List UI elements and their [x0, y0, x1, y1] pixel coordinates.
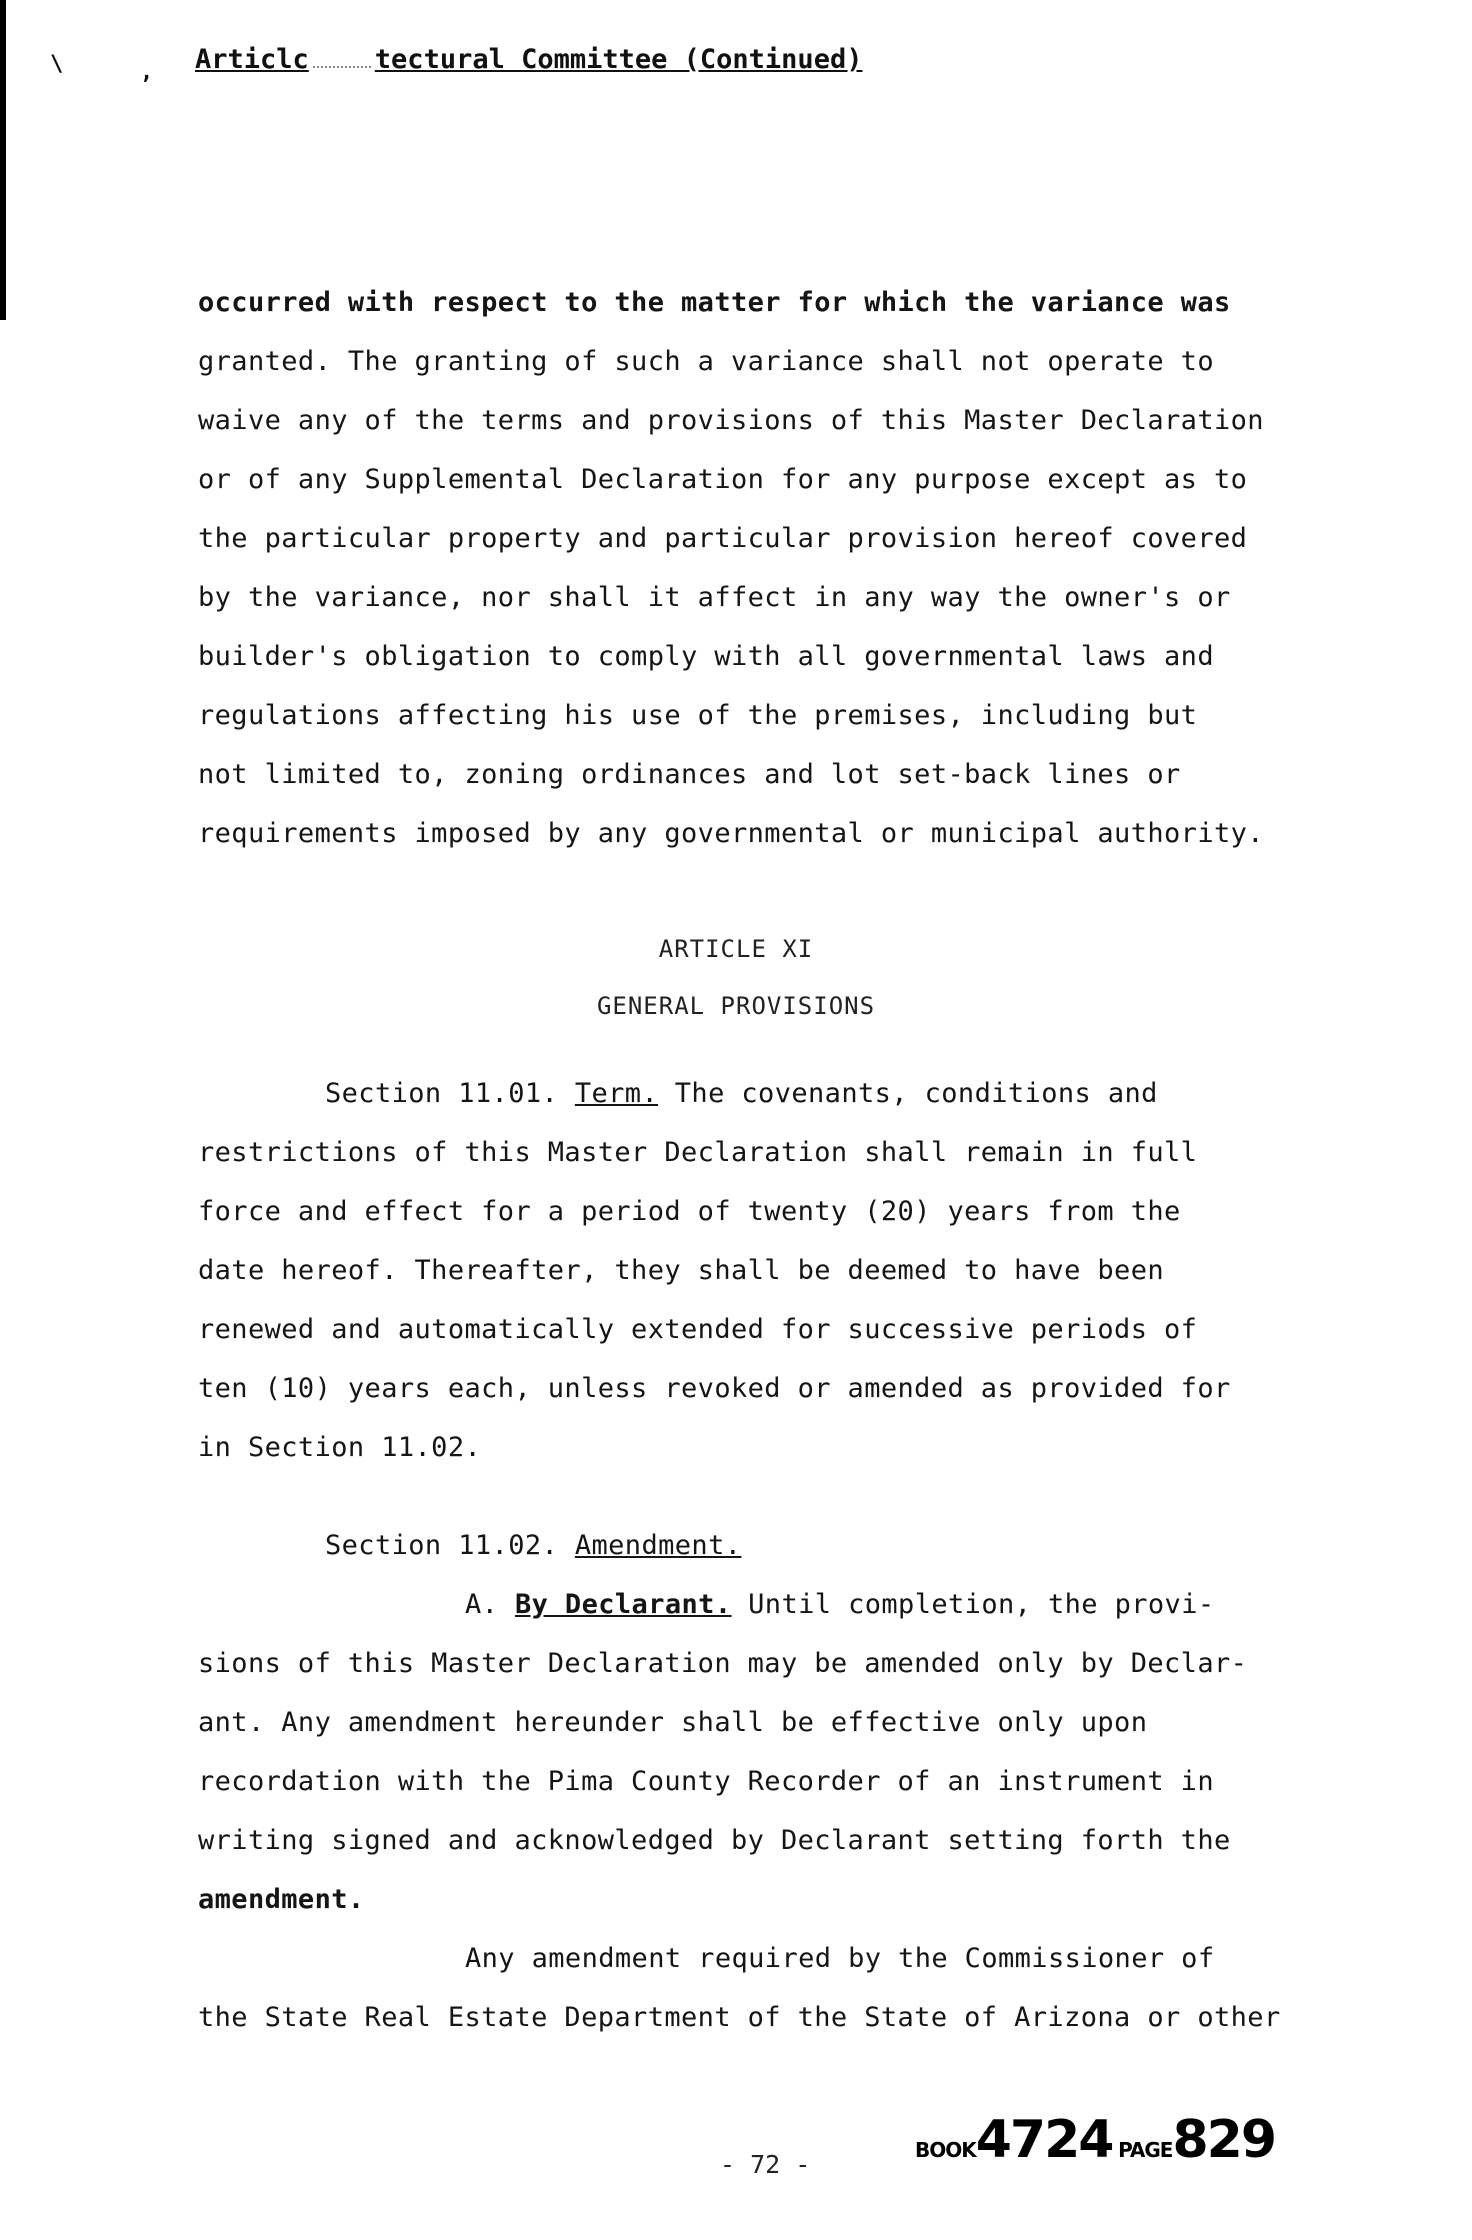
text-line: ant. Any amendment hereunder shall be effective only upon — [198, 1707, 1148, 1738]
text-line: the State Real Estate Department of the State of Arizona or other — [198, 2002, 1281, 2033]
page-value: 829 — [1172, 2110, 1275, 2170]
text-line: sions of this Master Declaration may be amended only by Declar- — [198, 1648, 1248, 1679]
text-line: granted. The granting of such a variance shall not operate to — [198, 346, 1214, 377]
subsection-text: Until completion, the provi- — [748, 1589, 1215, 1620]
text-line: force and effect for a period of twenty (20) years from the — [198, 1196, 1181, 1227]
text-line: writing signed and acknowledged by Declarant setting forth the — [198, 1825, 1231, 1856]
article-number: ARTICLE XI — [658, 935, 814, 963]
text-line: renewed and automatically extended for successive periods of — [198, 1314, 1198, 1345]
section-label: Section 11.02. — [325, 1530, 559, 1561]
text-line: requirements imposed by any governmental or municipal authority. — [198, 818, 1264, 849]
text-line: occurred with respect to the matter for which the variance was — [198, 287, 1231, 318]
text-line: restrictions of this Master Declaration shall remain in full — [198, 1137, 1198, 1168]
running-header — [195, 44, 862, 75]
scan-edge — [0, 0, 6, 320]
book-page-stamp — [915, 2110, 1275, 2170]
subsection-first-line — [465, 1589, 1215, 1620]
text-line: amendment. — [198, 1884, 365, 1915]
article-title: GENERAL PROVISIONS — [596, 992, 876, 1020]
section-label: Section 11.01. — [325, 1078, 559, 1109]
text-line: in Section 11.02. — [198, 1432, 482, 1463]
page-label: PAGE — [1118, 2138, 1173, 2162]
scan-mark: \ — [50, 52, 64, 77]
text-line: recordation with the Pima County Recorder of an instrument in — [198, 1766, 1214, 1797]
text-line: or of any Supplemental Declaration for any purpose except as to — [198, 464, 1248, 495]
section-heading: Term. — [574, 1078, 659, 1109]
scan-mark: , — [140, 60, 154, 85]
page-number: - 72 - — [720, 2150, 811, 2179]
text-line: not limited to, zoning ordinances and lot set-back lines or — [198, 759, 1181, 790]
text-line: builder's obligation to comply with all governmental laws and — [198, 641, 1214, 672]
text-line: ten (10) years each, unless revoked or amended as provided for — [198, 1373, 1231, 1404]
section-first-line — [325, 1078, 1158, 1109]
text-line: by the variance, nor shall it affect in any way the owner's or — [198, 582, 1231, 613]
book-number: 4724 — [975, 2110, 1113, 2170]
header-gap — [313, 66, 371, 68]
subsection-label: A. — [465, 1589, 499, 1620]
header-title: tectural Committee (Continued) — [374, 44, 863, 75]
text-line: the particular property and particular provision hereof covered — [198, 523, 1248, 554]
text-line: Any amendment required by the Commissioner of — [465, 1943, 1215, 1974]
section-text: The covenants, conditions and — [674, 1078, 1158, 1109]
text-line: date hereof. Thereafter, they shall be deemed to have been — [198, 1255, 1165, 1286]
text-line: waive any of the terms and provisions of this Master Declaration — [198, 405, 1264, 436]
section-heading: Amendment. — [574, 1530, 742, 1561]
header-article: Articlc — [195, 44, 309, 75]
text-line: regulations affecting his use of the premises, including but — [198, 700, 1198, 731]
book-label: BOOK — [915, 2138, 976, 2162]
subsection-heading: By Declarant. — [514, 1589, 732, 1620]
section-11-02-heading — [325, 1530, 741, 1561]
